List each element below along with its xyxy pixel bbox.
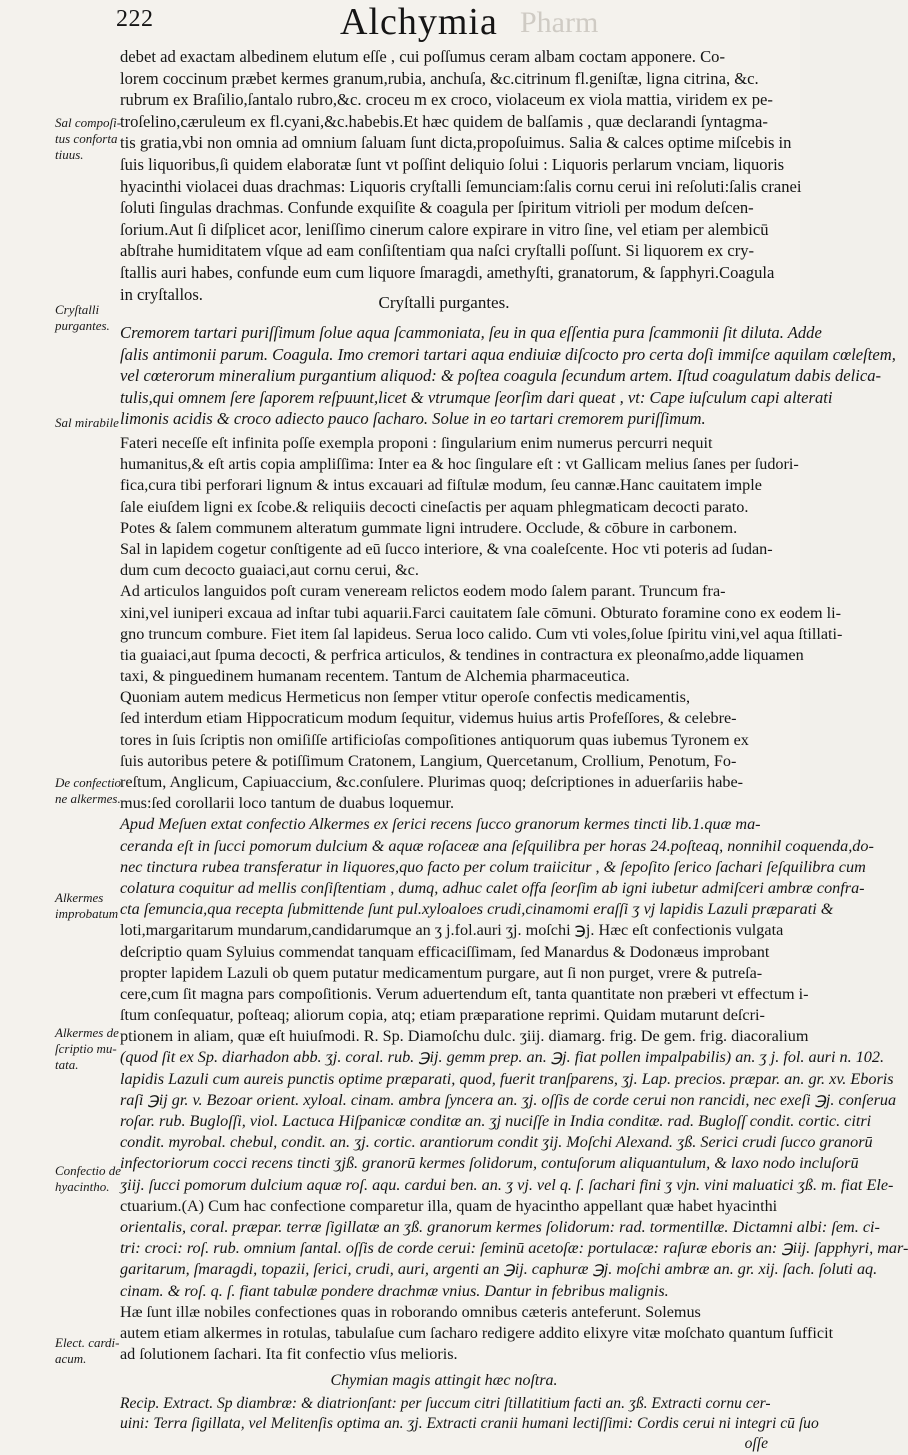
margin-note-line: Sal compoſi- [55, 115, 122, 130]
margin-note-line: Elect. cardi- [55, 1335, 120, 1350]
text-line: oſſe [744, 1435, 768, 1452]
margin-note-line: Cryſtalli [55, 302, 100, 317]
text-line: Apud Meſuen extat confectio Alkermes ex ſerici recens ſucco granorum kermes tincti lib.1.quæ ma- [120, 815, 761, 834]
margin-note-line: Alkermes de [55, 1025, 119, 1040]
margin-note-line: Confectio de [55, 1163, 122, 1178]
text-line: nec tinctura rubea transferatur in liquores,quo facto per colum traiicitur , & ſepoſito ſerico ſachari ſeſquilibra cum [120, 857, 866, 876]
paragraph-crystalli-recipe [120, 322, 896, 430]
text-line: uini: Terra ſigillata, vel Melitenſis optima an. ʒj. Extracti cranii humani lectiſſimi: Cordis cerui ni integri cū ſuo [120, 1415, 819, 1432]
text-line: reſtum, Anglicum, Capiuaccium, &c.conſulere. Plurimas quoq; deſcriptiones in aduerſariis habe- [120, 773, 744, 791]
text-line: Ad articulos languidos poſt curam veneream relictos eodem modo ſalem parant. Truncum fra- [120, 582, 726, 601]
text-line: ſorium.Aut ſi diſplicet acor, leniſſimo cinerum calore expirare in vitro ſine, vel etiam per alembicū [120, 219, 769, 239]
text-line: ceranda eſt in ſucci pomorum dulcium & aquæ roſaceæ ana ſeſquilibra per horas 24.poſteaq, nonnihil coquenda,do- [120, 836, 874, 855]
text-line: tulis,qui omnem ſere ſaporem reſpuunt,licet & vtrumque ſeorſim dari queat , vt: Cape iuſculum capi alterati [120, 387, 833, 407]
text-line: garitarum, ſmaragdi, topazii, ſerici, crudi, auri, argenti an ℈ij. caphuræ ℈j. moſchi ambræ an. gr. xij. ſach. ſoluti aq. [120, 1260, 878, 1279]
text-line: orientalis, coral. præpar. terræ ſigillatæ an ʒß. granorum kermes ſolidorum: rad. tormentillæ. Dictamni albi: ſem. ci- [120, 1217, 880, 1236]
text-line: ſuis liquoribus,ſi quidem elaboratæ ſunt vt poſſint deliquio ſolui : Liquoris perlarum vnciam, liquoris [120, 154, 785, 174]
text-line: xini,vel iuniperi excaua ad inſtar tubi aquarii.Farci cauitatem ſale cōmuni. Obturato foramine cono ex eodem li- [120, 603, 841, 622]
text-line: troſelino,cæruleum ex fl.cyani,&c.habebis.Et hæc quidem de balſamis , quæ declarandi ſyntagma- [120, 111, 768, 131]
folio-number: 222 [116, 6, 154, 32]
text-line: limonis acidis & croco adiecto pauco ſacharo. Solue in eo tartari cremorem puriſſimum. [120, 409, 706, 429]
text-line: gno truncum combure. Fiet item ſal lapideus. Serua loco calido. Cum vti voles,ſolue ſpiritu vini,vel aqua ſtillati- [120, 624, 843, 643]
text-line: humanitus,& eſt artis copia ampliſſima: Inter ea & hoc ſingulare eſt : vt Gallicam melius ſanes per ſudori- [120, 455, 799, 474]
text-line: lorem coccinum præbet kermes granum,rubia, anchuſa, &c.citrinum fl.geniſtæ, ligna citrina, &c. [120, 68, 759, 88]
section-heading-chymian: Chymian magis attingit hæc noſtra. [330, 1372, 558, 1389]
text-line: abſtrahe humiditatem vſque ad eam conſiſtentiam qua naſci cryſtalli poſſunt. Si liquorem ex cry- [120, 241, 755, 261]
text-line: ſtallis auri habes, confunde eum cum liquore ſmaragdi, amethyſti, granatorum, & ſapphyri.Coagula [120, 262, 775, 282]
text-line: cere,cum ſit magna pars compoſitionis. Verum aduertendum eſt, tanta quantitate non præberi vt effectum i- [120, 984, 809, 1003]
text-line: ſale eiuſdem ligni ex ſcobe.& reliquiis decocti cineſactis per aquam phlegmaticam decocti parato. [120, 497, 749, 516]
text-line: loti,margaritarum mundarum,candidarumque an ʒ j.fol.auri ʒj. moſchi ℈j. Hæc eſt confectionis vulgata [120, 921, 784, 940]
margin-note-line: acum. [55, 1351, 87, 1366]
text-line: autem etiam alkermes in rotulas, tabulaſue cum ſacharo redigere addito elixyre vitæ moſchato quantum ſufficit [120, 1323, 834, 1342]
text-line: vel cœterorum mineralium purgantium aliquod: & poſtea coagula ſecundum artem. Iſtud coagulatum dabis delica- [120, 366, 882, 386]
text-line: tores in ſuis ſcriptis non omiſiſſe artificioſas compoſitiones antiquorum quas iubemus Tyronem ex [120, 730, 749, 749]
text-line: lapidis Lazuli cum aureis punctis optime præparati, quod, fuerit tranſparens, ʒj. Lap. precios. præpar. an. gr. xv. Eboris [120, 1069, 894, 1088]
margin-note-line: ſcriptio mu- [55, 1041, 117, 1056]
text-line: infectoriorum cocci recens tincti ʒjß. granorū kermes ſolidorum, contuſorum aliquantulum, & laxo nodo incluſorū [120, 1154, 859, 1173]
margin-note-line: Sal mirabile [55, 415, 119, 430]
text-line: tri: croci: roſ. rub. omnium ſantal. oſſis de corde cerui: ſeminū acetoſæ: portulacæ: raſuræ eboris an: ℈iij. ſapphyri, mar- [120, 1239, 908, 1258]
text-line: ptionem in aliam, quæ eſt huiuſmodi. R. Sp. Diamoſchu dulc. ʒiij. diamarg. frig. De gem. frig. diacoralium [120, 1027, 809, 1046]
text-line: taxi, & pinguedinem humanam recentem. Tantum de Alchemia pharmaceutica. [120, 667, 630, 686]
text-line: Recip. Extract. Sp diambræ: & diatrionſant: per ſuccum citri ſtillatitium facti an. ʒß. Extracti cornu cer- [120, 1395, 771, 1412]
text-line: dum cum decocto guaiaci,aut cornu cerui, &c. [120, 561, 419, 580]
text-line: ctuarium.(A) Cum hac confectione comparetur illa, quam de hyacintho appellant quæ habet hyacinthi [120, 1196, 778, 1215]
text-line: fica,cura tibi perforari lignum & intus excauari ad fiſtulæ modum, ſeu cannæ.Hanc cauitatem imple [120, 476, 762, 495]
text-line: condit. myrobal. chebul, condit. an. ʒj. cortic. arantiorum condit ʒij. Moſchi Alexand. ʒß. Serici crudi ſucco granorū [120, 1133, 873, 1152]
text-line: (quod ſit ex Sp. diarhadon abb. ʒj. coral. rub. ℈ij. gemm prep. an. ℈j. fiat pollen impalpabilis) an. ʒ j. fol. auri n. 102. [120, 1048, 885, 1067]
text-line: ſtum conſequatur, poſteaq; aliorum copia, atq; etiam præparatione reprimi. Quidam mutarunt deſcri- [120, 1006, 765, 1025]
text-line: rubrum ex Braſilio,ſantalo rubro,&c. croceu m ex croco, violaceum ex viola mattia, viridem ex pe- [120, 90, 773, 110]
text-line: cinam. & roſ. q. ſ. fiant tabulæ pondere drachmæ vnius. Dantur in febribus malignis. [120, 1281, 669, 1300]
paragraph-main-body [120, 433, 908, 1365]
margin-note-line: tiuus. [55, 147, 84, 162]
text-line: Sal in lapidem cogetur conſtigente ad eū ſucco interiore, & vna coaleſcente. Hoc vti poteris ad ſudan- [120, 539, 773, 558]
margin-note-line: purgantes. [55, 318, 110, 333]
text-line: roſar. rub. Bugloſſi, viol. Lactuca Hiſpanicæ conditæ an. ʒj nuciſſe in India conditæ. rad. Bugloſſ condit. cortic. citri [120, 1112, 872, 1130]
text-line: mus:ſed corollarii loco tantum de duabus loquemur. [120, 794, 455, 813]
text-line: in cryſtallos. [120, 284, 203, 304]
text-line: raſi ℈ij gr. v. Bezoar orient. xyloal. cinam. ambra ſyncera an. ʒj. oſſis de corde cerui non rancidi, nec exeſi ℈j. conſerua [120, 1090, 897, 1109]
text-line: Potes & ſalem communem alteratum gummate ligni intrudere. Occlude, & cōbure in carbonem. [120, 518, 738, 537]
margin-note-line: improbatum [55, 906, 119, 921]
margin-note-line: tata. [55, 1057, 79, 1072]
text-line: propter lapidem Lazuli ob quem putatur medicamentum purgare, aut ſi non purget, vrere & putreſa- [120, 963, 763, 982]
text-line: colatura coquitur ad mellis conſiſtentiam , dumq, adhuc calet offa ſeorſim ab igni iubetur admiſceri ambræ confra- [120, 878, 865, 897]
text-line: Quoniam autem medicus Hermeticus non ſemper vtitur operoſe confectis medicamentis, [120, 688, 690, 707]
margin-note-line: De confectio [55, 775, 122, 790]
text-line: ſalis antimonii parum. Coagula. Imo cremori tartari aqua endiuiæ diſcocto pro certa doſi immiſce aquilam cœleſtem, [120, 344, 896, 364]
margin-note-line: Alkermes [55, 890, 104, 905]
text-line: tis gratia,vbi non omnia ad omnium ſaluam ſunt dicta,propoſuimus. Salia & calces optime miſcebis in [120, 133, 792, 153]
text-line: tia guaiaci,aut ſpuma decocti, & perfrica articulos, & tendines in contractura ex pleonaſmo,adde liquamen [120, 645, 804, 664]
text-line: Cremorem tartari puriſſimum ſolue aqua ſcammoniata, ſeu in qua eſſentia pura ſcammonii ſit diluta. Adde [120, 323, 822, 342]
paragraph-electuarium [120, 1394, 819, 1454]
text-line: ʒiij. ſucci pomorum dulcium aquæ roſ. aqu. cardui ben. an. ʒ vj. vel q. ſ. ſachari fini ʒ vjn. vini maluatici ʒß. m. fiat Ele- [120, 1175, 894, 1194]
running-head: Alchymia [340, 1, 498, 43]
text-line: hyacinthi violacei duas drachmas: Liquoris cryſtalli ſemunciam:ſalis cornu cerui ini reſoluti:ſalis cranei [120, 176, 802, 196]
text-line: ſoluti ſingulas drachmas. Confunde exquiſite & coagula per ſpiritum vitrioli per modum deſcen- [120, 198, 754, 218]
margin-note-line: tus conforta [55, 131, 118, 146]
text-line: ſed interdum etiam Hippocraticum modum ſequitur, videmus huius artis Profeſſores, & celebre- [120, 709, 737, 728]
text-line: ad ſolutionem ſachari. Ita fit confectio vſus melioris. [120, 1345, 458, 1364]
text-line: ſuis autoribus petere & potiſſimum Cratonem, Langium, Quercetanum, Crollium, Penotum, Fo- [120, 751, 737, 770]
text-line: debet ad exactam albedinem elutum eſſe , cui poſſumus ceram albam coctam apponere. Co- [120, 47, 725, 66]
margin-note-line: ne alkermes. [55, 791, 121, 806]
text-line: Fateri neceſſe eſt infinita poſſe exempla proponi : ſingularium enim numerus percurri nequit [120, 434, 713, 452]
text-line: deſcriptio quam Syluius commendat tanquam efficaciſſimam, ſed Manardus & Dodonæus improbant [120, 942, 770, 961]
bleed-through-text: Pharm [520, 6, 599, 39]
text-line: Hæ ſunt illæ nobiles confectiones quas in roborando omnibus cæteris anteferunt. Solemus [120, 1302, 701, 1321]
margin-note-line: hyacintho. [55, 1179, 110, 1194]
text-line: cta ſemuncia,qua recepta ſubmittende ſunt pul.xyloaloes crudi,cinamomi eraſſi ʒ vj lapidis Lazuli præparati & [120, 900, 834, 919]
section-heading-crystalli: Cryſtalli purgantes. [378, 293, 510, 312]
paragraph-balsams [120, 46, 802, 305]
